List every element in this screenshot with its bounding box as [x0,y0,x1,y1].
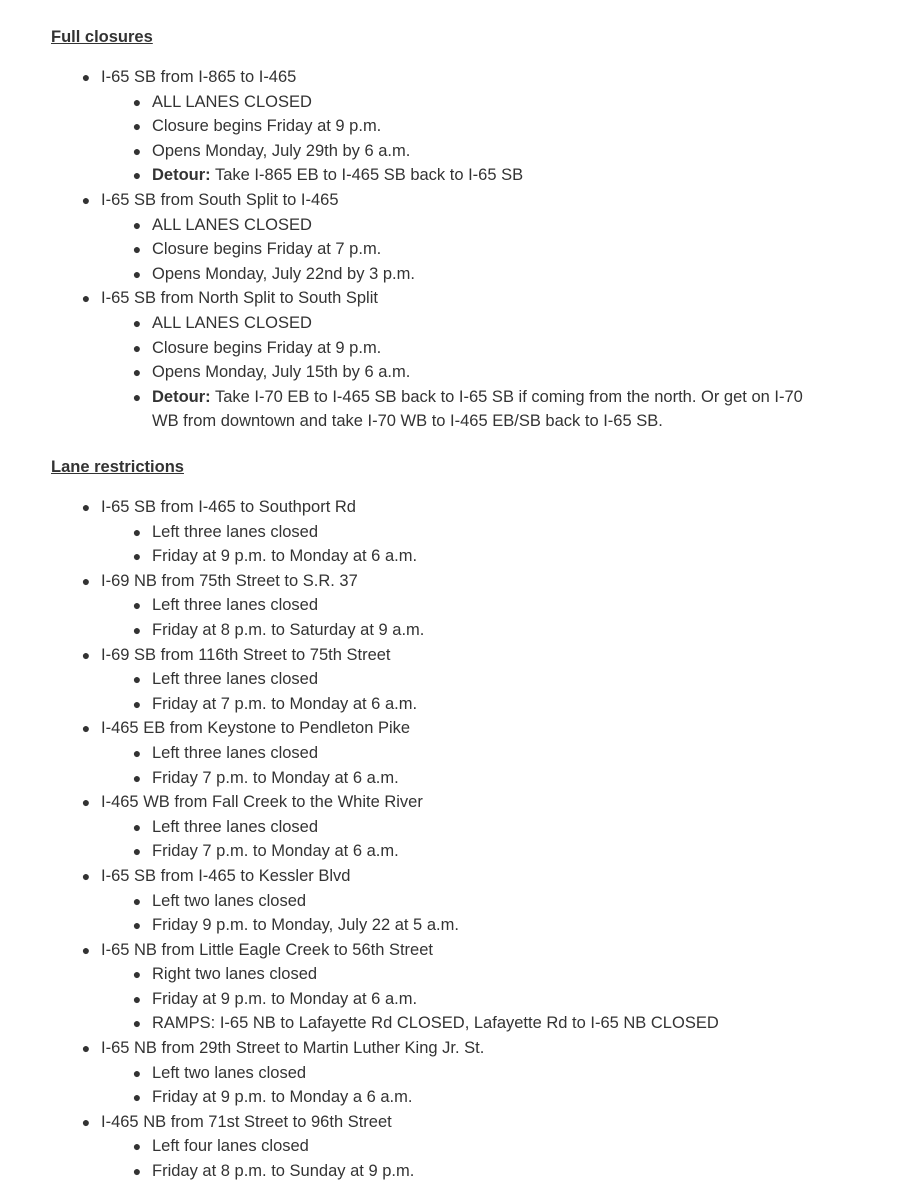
restriction-detail: ● Friday at 8 p.m. to Sunday at 9 p.m. [0,1159,904,1184]
bullet-icon: ● [81,290,91,307]
restriction-detail: ● Left three lanes closed [0,593,904,618]
bullet-icon: ● [132,1015,142,1032]
closure-detail: ● ALL LANES CLOSED [0,311,904,336]
restriction-route: ● I-69 SB from 116th Street to 75th Street [0,643,904,668]
restriction-route: ● I-65 NB from 29th Street to Martin Luther King Jr. St. [0,1036,904,1061]
closure-route: ● I-65 SB from North Split to South Split [0,286,904,311]
restriction-detail: ● Right two lanes closed [0,962,904,987]
bullet-icon: ● [132,917,142,934]
bullet-icon: ● [132,241,142,258]
bullet-icon: ● [132,167,142,184]
bullet-icon: ● [132,523,142,540]
restriction-route: ● I-465 EB from Keystone to Pendleton Pike [0,716,904,741]
bullet-icon: ● [81,720,91,737]
bullet-icon: ● [81,499,91,515]
bullet-icon: ● [132,93,142,110]
bullet-icon: ● [132,1138,142,1155]
lane-restrictions-list [0,495,904,1184]
restriction-route: ● I-69 NB from 75th Street to S.R. 37 [0,569,904,594]
closure-route: ● I-65 SB from South Split to I-465 [0,188,904,213]
closure-detail: ● ALL LANES CLOSED [0,213,904,238]
bullet-icon: ● [132,314,142,331]
bullet-icon: ● [81,646,91,663]
restriction-detail: ● Friday at 9 p.m. to Monday at 6 a.m. [0,987,904,1012]
restriction-detail: ● Friday at 7 p.m. to Monday at 6 a.m. [0,692,904,717]
restriction-detail: ● Friday at 9 p.m. to Monday a 6 a.m. [0,1085,904,1110]
bullet-icon: ● [132,621,142,638]
bullet-icon: ● [132,769,142,786]
bullet-icon: ● [132,265,142,282]
restriction-detail: ● Left three lanes closed [0,520,904,545]
closure-detail: ● Opens Monday, July 22nd by 3 p.m. [0,262,904,287]
restriction-detail: ● Friday 9 p.m. to Monday, July 22 at 5 a.m. [0,913,904,938]
bullet-icon: ● [132,1163,142,1180]
closure-route: ● I-65 SB from I-865 to I-465 [0,65,904,90]
lane-restrictions-heading: Lane restrictions [51,458,184,476]
restriction-detail: ● Friday 7 p.m. to Monday at 6 a.m. [0,766,904,791]
restriction-detail: ● Friday at 8 p.m. to Saturday at 9 a.m. [0,618,904,643]
closure-detail: ● Closure begins Friday at 7 p.m. [0,237,904,262]
bullet-icon: ● [132,388,142,405]
restriction-route: ● I-465 NB from 71st Street to 96th Street [0,1110,904,1135]
detour-detail: ● Detour: Take I-865 EB to I-465 SB back to I-65 SB [0,163,904,188]
bullet-icon: ● [81,1040,91,1057]
bullet-icon: ● [81,191,91,208]
bullet-icon: ● [81,867,91,884]
bullet-icon: ● [81,794,91,811]
closure-detail: ● ALL LANES CLOSED [0,90,904,115]
bullet-icon: ● [132,364,142,381]
bullet-icon: ● [132,548,142,565]
restriction-route: ● I-65 NB from Little Eagle Creek to 56th Street [0,938,904,963]
bullet-icon: ● [132,744,142,761]
bullet-icon: ● [132,216,142,233]
restriction-detail: ● Left two lanes closed [0,889,904,914]
bullet-icon: ● [132,339,142,356]
bullet-icon: ● [132,1089,142,1106]
restriction-detail: ● Left two lanes closed [0,1061,904,1086]
bullet-icon: ● [81,572,91,589]
restriction-detail: ● Friday 7 p.m. to Monday at 6 a.m. [0,839,904,864]
restriction-route: ● I-65 SB from I-465 to Kessler Blvd [0,864,904,889]
restriction-detail: ● Left three lanes closed [0,741,904,766]
restriction-detail: ● Left three lanes closed [0,815,904,840]
bullet-icon: ● [132,597,142,614]
restriction-route: ● I-465 WB from Fall Creek to the White River [0,790,904,815]
full-closures-heading: Full closures [51,28,153,46]
bullet-icon: ● [81,1113,91,1130]
bullet-icon: ● [132,892,142,909]
restriction-detail: ● Friday at 9 p.m. to Monday at 6 a.m. [0,544,904,569]
full-closures-list [0,65,904,434]
bullet-icon: ● [132,118,142,135]
detour-detail: ● Detour: Take I-70 EB to I-465 SB back to I-65 SB if coming from the north. Or get on I-70 WB from downtown and take I-70 WB to I-465 EB/SB back to I-65 SB. [0,385,812,434]
closure-detail: ● Closure begins Friday at 9 p.m. [0,336,904,361]
restriction-route: ● I-65 SB from I-465 to Southport Rd [0,495,904,520]
restriction-detail: ● RAMPS: I-65 NB to Lafayette Rd CLOSED, Lafayette Rd to I-65 NB CLOSED [0,1011,904,1036]
restriction-detail: ● Left four lanes closed [0,1134,904,1159]
bullet-icon: ● [81,941,91,958]
bullet-icon: ● [81,69,91,85]
bullet-icon: ● [132,671,142,688]
closure-detail: ● Opens Monday, July 15th by 6 a.m. [0,360,904,385]
bullet-icon: ● [132,142,142,159]
bullet-icon: ● [132,843,142,860]
bullet-icon: ● [132,818,142,835]
bullet-icon: ● [132,695,142,712]
bullet-icon: ● [132,966,142,983]
closure-detail: ● Closure begins Friday at 9 p.m. [0,114,904,139]
bullet-icon: ● [132,990,142,1007]
bullet-icon: ● [132,1064,142,1081]
restriction-detail: ● Left three lanes closed [0,667,904,692]
closure-detail: ● Opens Monday, July 29th by 6 a.m. [0,139,904,164]
